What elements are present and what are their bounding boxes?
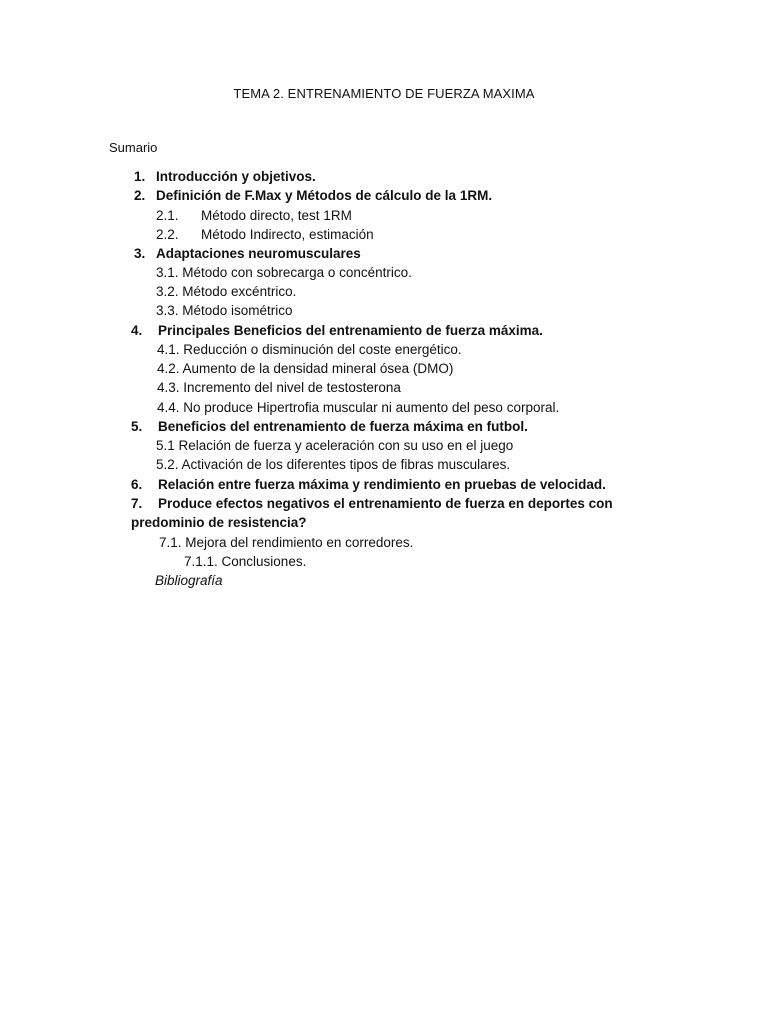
toc-item-3-1: 3.1. Método con sobrecarga o concéntrico.	[156, 265, 412, 280]
toc-item-7-continuation: predominio de resistencia?	[131, 515, 307, 530]
toc-item-1	[134, 167, 316, 186]
toc-item-text: Relación entre fuerza máxima y rendimiento en pruebas de velocidad.	[158, 477, 606, 492]
toc-item-2-2	[156, 225, 374, 244]
toc-item-4-4: 4.4. No produce Hipertrofia muscular ni aumento del peso corporal.	[157, 400, 560, 415]
document-title: TEMA 2. ENTRENAMIENTO DE FUERZA MAXIMA	[233, 86, 535, 101]
toc-item-4	[131, 321, 543, 340]
toc-item-4-1: 4.1. Reducción o disminución del coste energético.	[157, 342, 462, 357]
toc-item-number: 2.	[134, 188, 146, 203]
toc-item-text: Beneficios del entrenamiento de fuerza máxima en futbol.	[158, 419, 528, 434]
toc-item-7-1: 7.1. Mejora del rendimiento en corredores.	[159, 535, 414, 550]
toc-item-number: 2.2.	[156, 227, 179, 242]
toc-item-text: Produce efectos negativos el entrenamiento de fuerza en deportes con	[158, 496, 613, 511]
toc-item-2	[134, 186, 492, 205]
toc-item-text: Introducción y objetivos.	[156, 169, 316, 184]
toc-item-text: Método Indirecto, estimación	[201, 227, 374, 242]
summary-heading: Sumario	[109, 140, 158, 155]
toc-item-text: Definición de F.Max y Métodos de cálculo de la 1RM.	[156, 188, 493, 203]
toc-item-number: 2.1.	[156, 208, 179, 223]
toc-item-text: Principales Beneficios del entrenamiento de fuerza máxima.	[158, 323, 543, 338]
toc-item-number: 1.	[134, 169, 146, 184]
toc-item-3-2: 3.2. Método excéntrico.	[156, 284, 297, 299]
toc-item-7-1-1: 7.1.1. Conclusiones.	[184, 554, 307, 569]
toc-item-number: 3.	[134, 246, 146, 261]
toc-item-bibliography: Bibliografía	[155, 573, 223, 588]
toc-item-text: Adaptaciones neuromusculares	[156, 246, 361, 261]
toc-item-6	[131, 475, 606, 494]
toc-item-5	[131, 417, 528, 436]
toc-item-5-1: 5.1 Relación de fuerza y aceleración con su uso en el juego	[156, 438, 514, 453]
toc-item-7	[131, 494, 613, 513]
toc-item-number: 4.	[131, 323, 143, 338]
toc-item-3	[134, 244, 361, 263]
toc-item-number: 7.	[131, 496, 143, 511]
toc-item-number: 6.	[131, 477, 143, 492]
toc-item-4-2: 4.2. Aumento de la densidad mineral ósea (DMO)	[157, 361, 454, 376]
toc-item-5-2: 5.2. Activación de los diferentes tipos de fibras musculares.	[156, 457, 511, 472]
toc-item-text: Método directo, test 1RM	[201, 208, 352, 223]
toc-item-3-3: 3.3. Método isométrico	[156, 303, 293, 318]
toc-item-4-3: 4.3. Incremento del nivel de testosterona	[157, 380, 401, 395]
toc-item-2-1	[156, 206, 352, 225]
toc-item-number: 5.	[131, 419, 143, 434]
